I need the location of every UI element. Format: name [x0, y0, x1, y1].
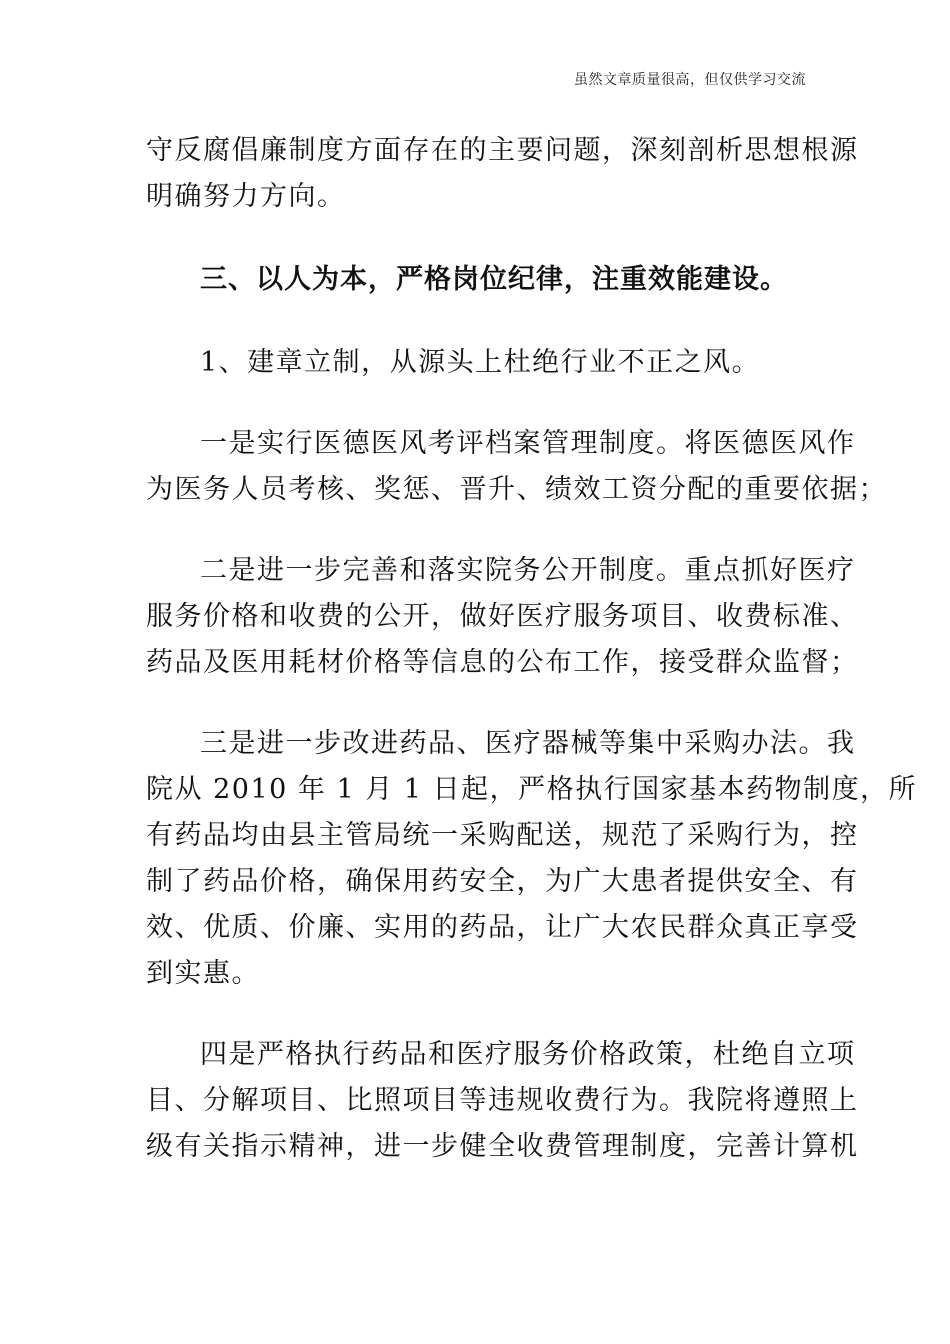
- text-line: 为医务人员考核、奖惩、晋升、绩效工资分配的重要依据；: [146, 474, 887, 505]
- document-body: [146, 128, 918, 1170]
- subsection-heading: 1、建章立制，从源头上杜绝行业不正之风。: [200, 347, 761, 378]
- text-line: 到实惠。: [146, 958, 260, 989]
- text-line: 级有关指示精神，进一步健全收费管理制度，完善计算机: [146, 1131, 859, 1162]
- text-line: 三是进一步改进药品、医疗器械等集中采购办法。我: [200, 728, 856, 759]
- text-line: 效、优质、价廉、实用的药品，让广大农民群众真正享受: [146, 912, 859, 943]
- text-line: 药品及医用耗材价格等信息的公布工作，接受群众监督；: [146, 647, 859, 678]
- text-line: 有药品均由县主管局统一采购配送，规范了采购行为，控: [146, 820, 859, 851]
- text-line: 明确努力方向。: [146, 181, 346, 212]
- section-heading: 三、以人为本，严格岗位纪律，注重效能建设。: [200, 264, 788, 295]
- text-line: 守反腐倡廉制度方面存在的主要问题，深刻剖析思想根源: [146, 135, 859, 166]
- text-line: 一是实行医德医风考评档案管理制度。将医德医风作: [200, 428, 856, 459]
- text-line: 二是进一步完善和落实院务公开制度。重点抓好医疗: [200, 555, 856, 586]
- text-line: 制了药品价格，确保用药安全，为广大患者提供安全、有: [146, 866, 859, 897]
- text-line: 院从 2010 年 1 月 1 日起，严格执行国家基本药物制度，所: [146, 774, 918, 805]
- text-line: 四是严格执行药品和医疗服务价格政策，杜绝自立项: [200, 1039, 856, 1070]
- header-note: 虽然文章质量很高，但仅供学习交流: [574, 72, 806, 88]
- text-line: 目、分解项目、比照项目等违规收费行为。我院将遵照上: [146, 1085, 859, 1116]
- text-line: 服务价格和收费的公开，做好医疗服务项目、收费标准、: [146, 601, 859, 632]
